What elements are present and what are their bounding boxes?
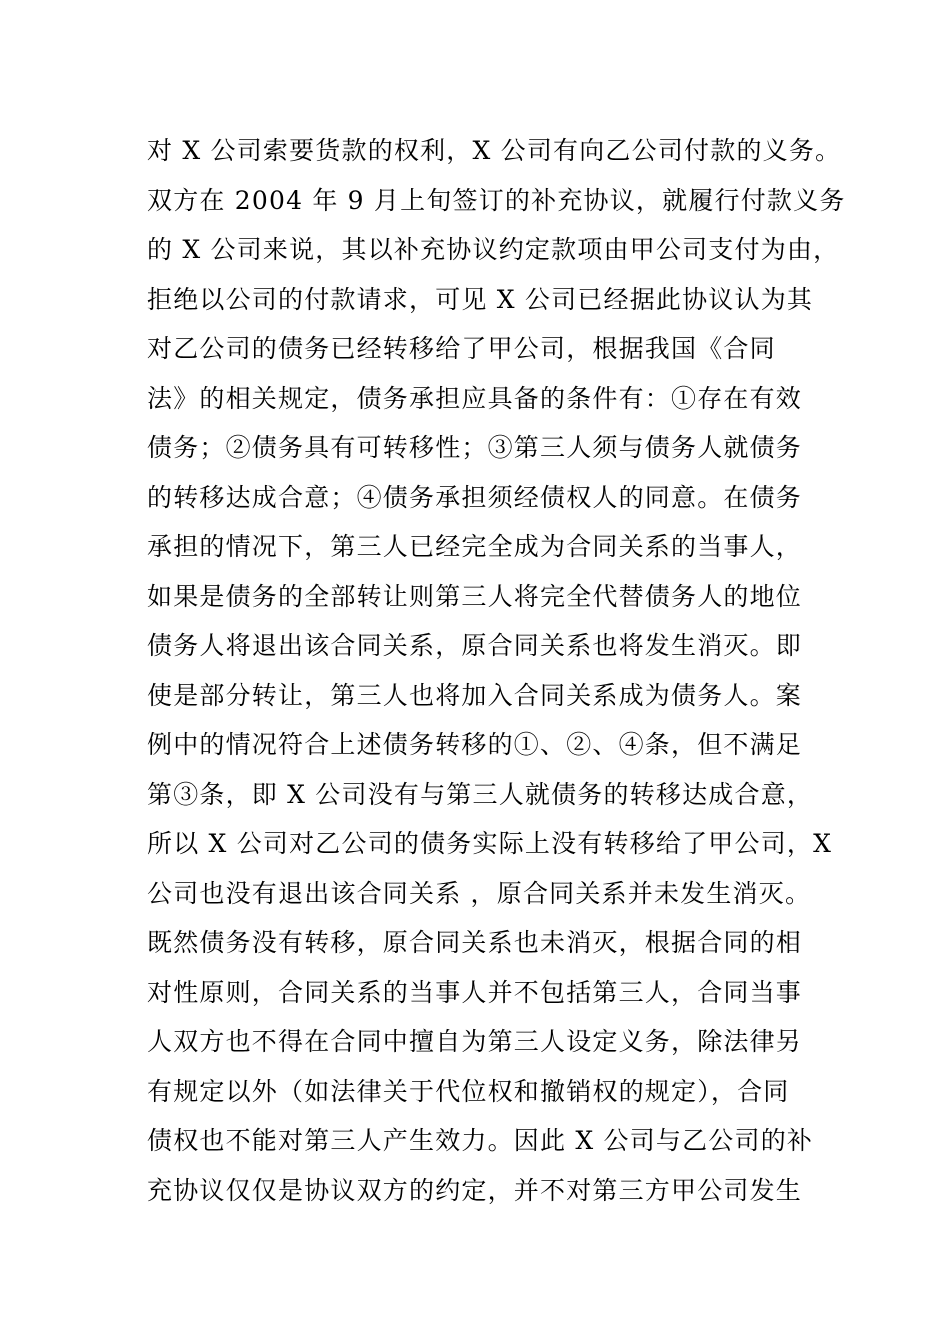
text-line: 人双方也不得在合同中擅自为第三人设定义务，除法律另 <box>147 1027 803 1056</box>
text-line: 有规定以外（如法律关于代位权和撤销权的规定），合同 <box>147 1076 790 1106</box>
text-line: 公司也没有退出该合同关系 ，原合同关系并未发生消灭。 <box>147 878 812 908</box>
text-line: 债权也不能对第三人产生效力。因此 X 公司与乙公司的补 <box>147 1126 814 1155</box>
text-line: 对性原则，合同关系的当事人并不包括第三人，合同当事 <box>147 977 803 1007</box>
text-line: 所以 X 公司对乙公司的债务实际上没有转移给了甲公司，X <box>147 829 833 858</box>
text-line: 的转移达成合意；④债务承担须经债权人的同意。在债务 <box>147 482 803 512</box>
text-line: 债务；②债务具有可转移性；③第三人须与债务人就债务 <box>147 433 803 462</box>
text-line: 充协议仅仅是协议双方的约定，并不对第三方甲公司发生 <box>147 1175 803 1205</box>
text-line: 对乙公司的债务已经转移给了甲公司，根据我国《合同 <box>147 334 776 363</box>
text-line: 使是部分转让，第三人也将加入合同关系成为债务人。案 <box>147 680 803 710</box>
text-line: 既然债务没有转移，原合同关系也未消灭，根据合同的相 <box>147 928 803 957</box>
text-line: 的 X 公司来说，其以补充协议约定款项由甲公司支付为由， <box>147 235 840 264</box>
text-line: 第③条，即 X 公司没有与第三人就债务的转移达成合意， <box>147 779 814 809</box>
text-line: 拒绝以公司的付款请求，可见 X 公司已经据此协议认为其 <box>147 284 814 314</box>
text-line: 例中的情况符合上述债务转移的①、②、④条，但不满足 <box>147 730 803 759</box>
text-line: 承担的情况下，第三人已经完全成为合同关系的当事人， <box>147 532 803 561</box>
text-line: 对 X 公司索要货款的权利，X 公司有向乙公司付款的义务。 <box>147 136 842 165</box>
text-line: 债务人将退出该合同关系，原合同关系也将发生消灭。即 <box>147 631 803 660</box>
body-paragraph <box>147 126 847 1215</box>
text-line: 双方在 2004 年 9 月上旬签订的补充协议，就履行付款义务 <box>147 185 846 215</box>
text-line: 法》的相关规定，债务承担应具备的条件有：①存在有效 <box>147 383 803 413</box>
text-line: 如果是债务的全部转让则第三人将完全代替债务人的地位 <box>147 581 803 611</box>
